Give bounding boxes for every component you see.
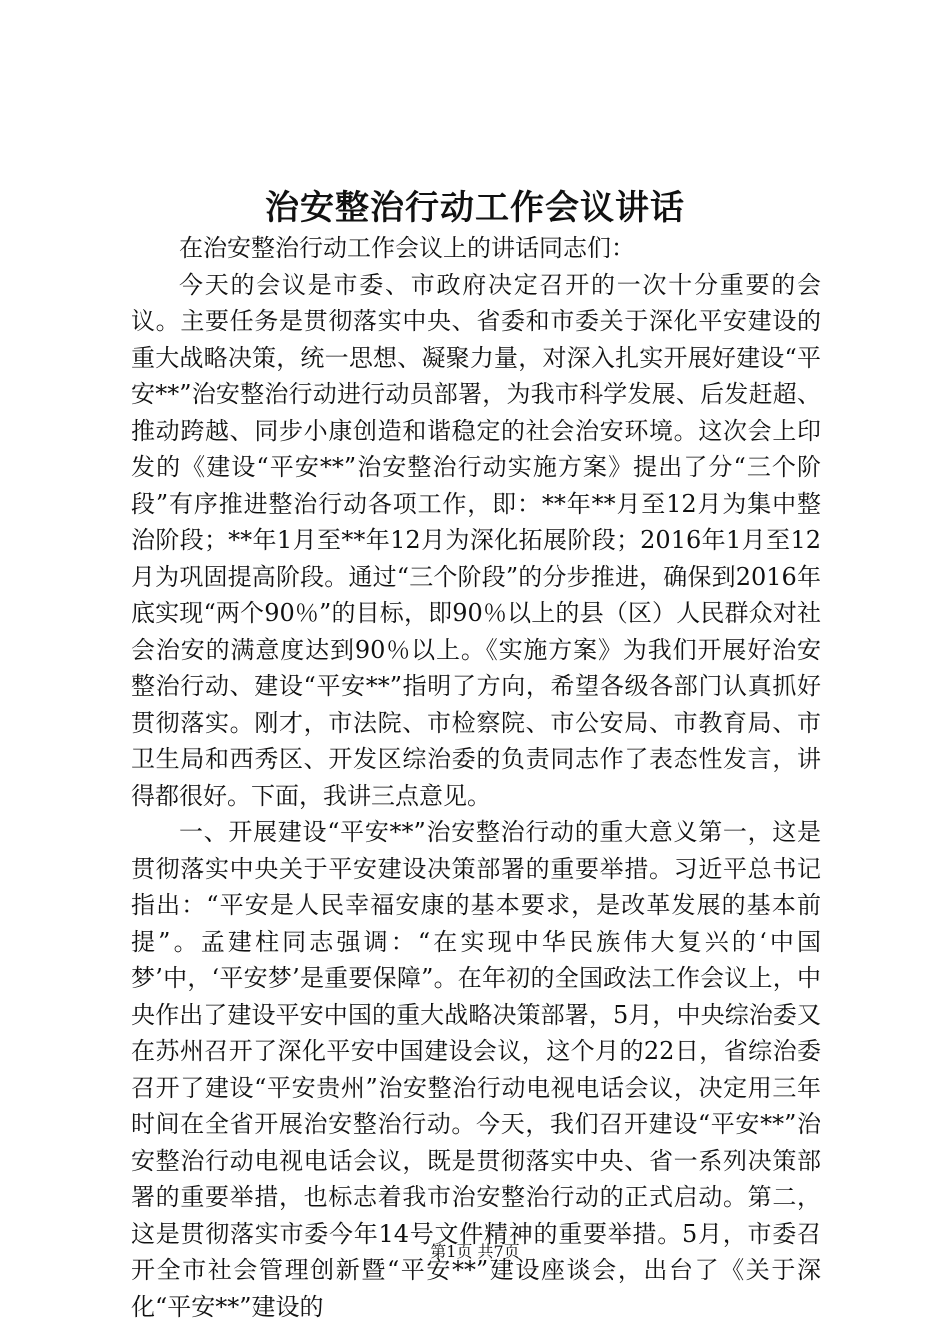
paragraph-section-one: 一、开展建设“平安**”治安整治行动的重大意义第一，这是贯彻落实中央关于平安建设决策部署的重要举措。习近平总书记指出：“平安是人民幸福安康的基本要求，是改革发展的基本前提”。孟建柱同志强调：“在实现中华民族伟大复兴的‘中国梦’中，‘平安梦’是重要保障”。在年初的全国政法工作会议上，中央作出了建设平安中国的重大战略决策部署，5月，中央综治委又在苏州召开了深化平安中国建设会议，这个月的22日，省综治委召开了建设“平安贵州”治安整治行动电视电话会议，决定用三年时间在全省开展治安整治行动。今天，我们召开建设“平安**”治安整治行动电视电话会议，既是贯彻落实中央、省一系列决策部署的重要举措，也标志着我市治安整治行动的正式启动。第二，这是贯彻落实市委今年14号文件精神的重要举措。5月，市委召开全市社会管理创新暨“平安**”建设座谈会，出台了《关于深化“平安**”建设的 (131, 818, 821, 1321)
paragraph-intro: 今天的会议是市委、市政府决定召开的一次十分重要的会议。主要任务是贯彻落实中央、省委和市委关于深化平安建设的重大战略决策，统一思想、凝聚力量，对深入扎实开展好建设“平安**”治安整治行动进行动员部署，为我市科学发展、后发赶超、推动跨越、同步小康创造和谐稳定的社会治安环境。这次会上印发的《建设“平安**”治安整治行动实施方案》提出了分“三个阶段”有序推进整治行动各项工作，即：**年**月至12月为集中整治阶段；**年1月至**年12月为深化拓展阶段；2016年1月至12月为巩固提高阶段。通过“三个阶段”的分步推进，确保到2016年底实现“两个90％”的目标，即90％以上的县（区）人民群众对社会治安的满意度达到90％以上。《实施方案》为我们开展好治安整治行动、建设“平安**”指明了方向，希望各级各部门认真抓好贯彻落实。刚才，市法院、市检察院、市公安局、市教育局、市卫生局和西秀区、开发区综治委的负责同志作了表态性发言，讲得都很好。下面，我讲三点意见。 (131, 270, 821, 810)
page-footer: 第1页 共7页 (430, 1242, 520, 1261)
paragraph-greeting: 在治安整治行动工作会议上的讲话同志们： (179, 234, 635, 262)
document-title: 治安整治行动工作会议讲话 (265, 188, 685, 228)
document-body (131, 230, 821, 1325)
